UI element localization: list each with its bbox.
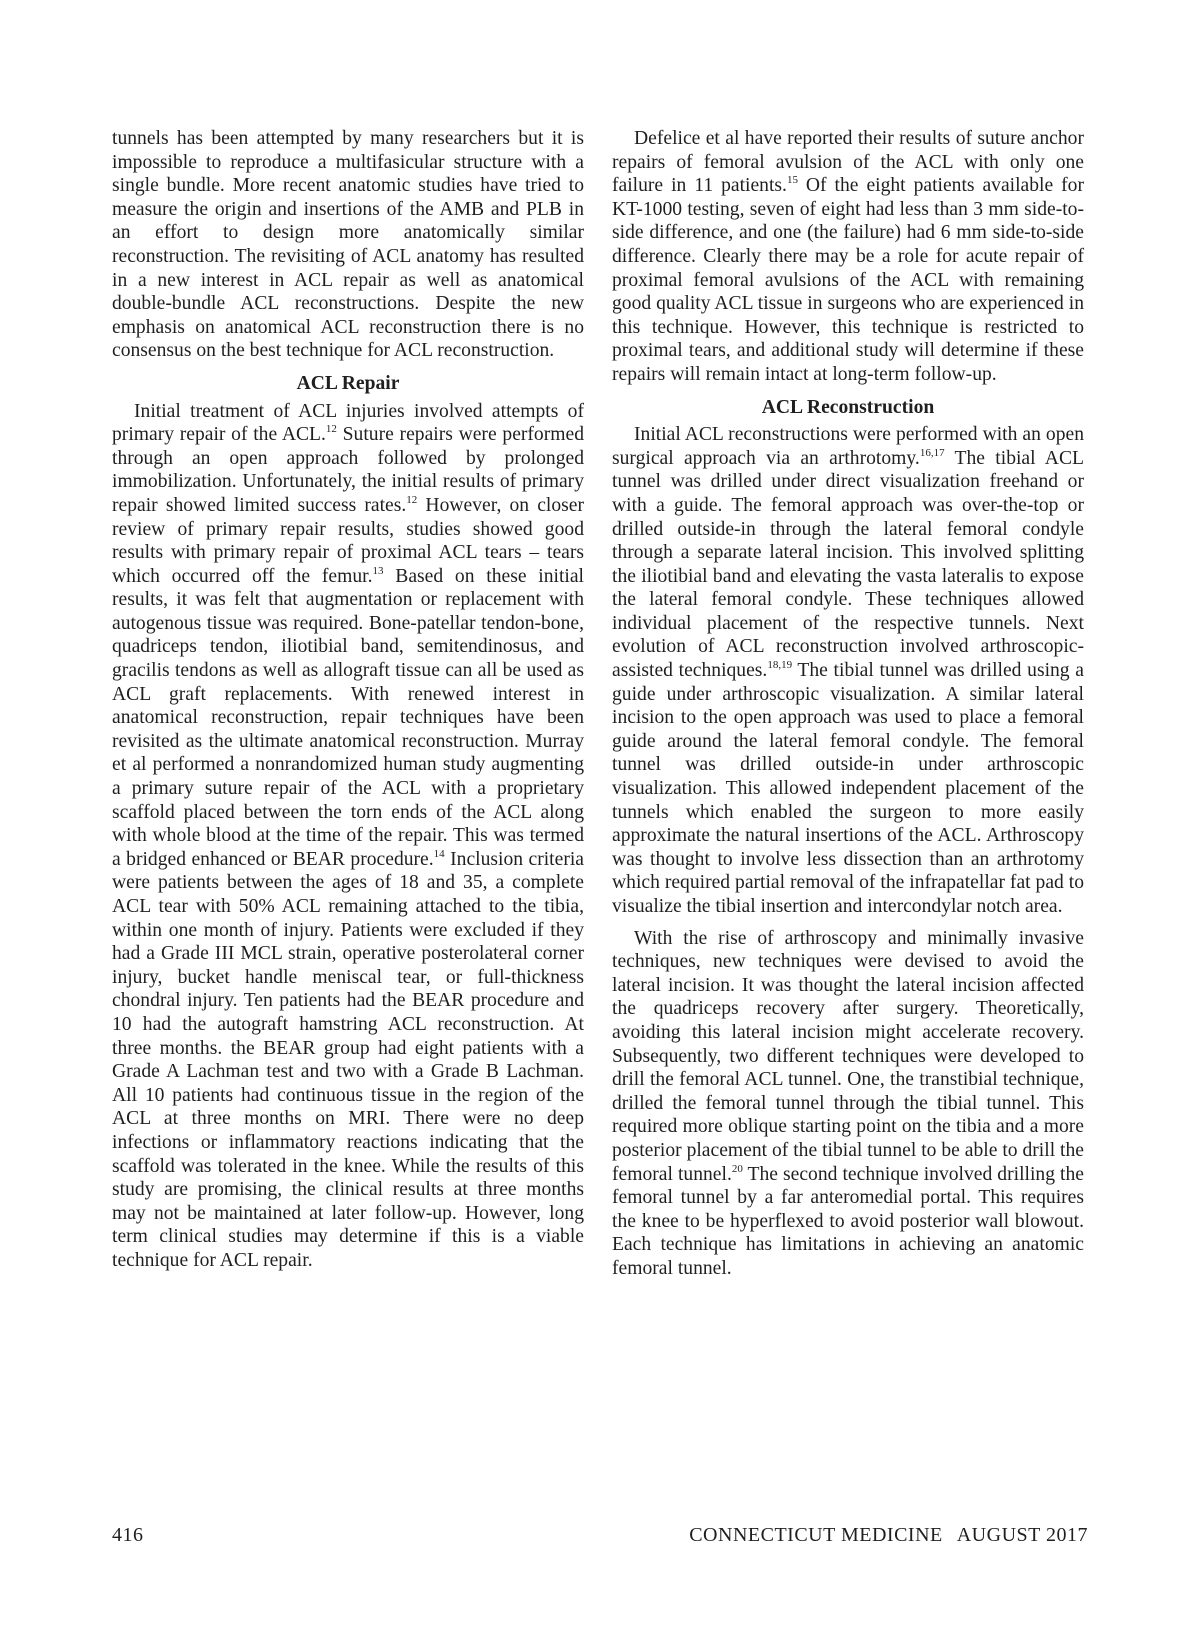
paragraph [612,927,1084,1281]
paragraph: tunnels has been attempted by many researchers but it is impossible to reproduce a multifasicular structure with a single bundle. More recent anatomic studies have tried to measure the origin and insertions of the AMB and PLB in an effort to design more anatomically similar reconstruction. The revisiting of ACL anatomy has resulted in a new interest in ACL repair as well as anatomical double-bundle ACL reconstructions. Despite the new emphasis on anatomical ACL reconstruction there is no consensus on the best technique for ACL reconstruction. [112,128,584,362]
citation-ref: 12 [325,423,337,436]
text-run: Defelice et al have reported their results of suture anchor repairs of femoral avulsion of the ACL with only one failure in 11 patients. [612,128,1084,197]
right-column [612,127,1084,1281]
paragraph [612,423,1084,918]
text-run: Of the eight patients available for KT-1000 testing, seven of eight had less than 3 mm side-to-side difference, and one (the failure) had 6 mm side-to-side difference. Clearly there may be a role for acute repair of proximal femoral avulsions of the ACL with remaining good quality ACL tissue in surgeons who are experienced in this technique. However, this technique is restricted to proximal tears, and additional study will determine if these repairs will remain intact at long-term follow-up. [612,175,1084,385]
text-run: Initial ACL reconstructions were performed with an open surgical approach via an arthrotomy. [612,424,1084,469]
citation-ref: 13 [372,564,384,577]
section-heading-acl-reconstruction: ACL Reconstruction [761,396,935,418]
citation-ref: 14 [433,847,445,860]
citation-ref: 18,19 [767,659,793,672]
citation-ref: 16,17 [919,446,945,459]
issue-date: AUGUST 2017 [956,1524,1088,1546]
journal-name: CONNECTICUT MEDICINE [689,1524,943,1546]
text-run: Inclusion criteria were patients between the ages of 18 and 35, a complete ACL tear with 50% ACL remaining attached to the tibia, within one month of injury. Patients were excluded if they had a Grade III MCL strain, operative posterolateral corner injury, bucket handle meniscal tear, or full-thickness chondral injury. Ten patients had the BEAR procedure and 10 had the autograft hamstring ACL reconstruction. At three months. the BEAR group had eight patients with a Grade A Lachman test and two with a Grade B Lachman. All 10 patients had continuous tissue in the region of the ACL at three months on MRI. There were no deep infections or inflammatory reactions indicating that the scaffold was tolerated in the knee. While the results of this study are promising, the clinical results at three months may not be maintained at later follow-up. However, long term clinical studies may determine if this is a viable technique for ACL repair. [112,848,584,1271]
paragraph [112,400,584,1273]
citation-ref: 15 [786,174,798,187]
text-run: Suture repairs were performed through an open approach followed by prolonged immobilization. Unfortunately, the initial results of primary repair showed limited success rates. [112,424,584,516]
text-run: Based on these initial results, it was felt that augmentation or replacement with autogenous tissue was required. Bone-patellar tendon-bone, quadriceps tendon, iliotibial band, semitendinosus, and gracilis tendons as well as allograft tissue can all be used as ACL graft replacements. With renewed interest in anatomical reconstruction, repair techniques have been revisited as the ultimate anatomical reconstruction. Murray et al performed a nonrandomized human study augmenting a primary suture repair of the ACL with a proprietary scaffold placed between the torn ends of the ACL along with whole blood at the time of the repair. This was termed a bridged enhanced or BEAR procedure. [112,565,584,870]
section-heading-acl-repair: ACL Repair [296,372,400,394]
page-number: 416 [112,1524,144,1546]
text-run: However, on closer review of primary repair results, studies showed good results with primary repair of proximal ACL tears – tears which occurred off the femur. [112,494,585,587]
text-run: Initial treatment of ACL injuries involved attempts of primary repair of the ACL. [112,400,584,446]
left-column [112,127,584,1273]
text-run: The tibial ACL tunnel was drilled under direct visualization freehand or with a guide. The femoral approach was over-the-top or drilled outside-in through the lateral femoral condyle through a separate lateral incision. This involved splitting the iliotibial band and elevating the vasta lateralis to expose the lateral femoral condyle. These techniques allowed individual placement of the respective tunnels. Next evolution of ACL reconstruction involved arthroscopic-assisted techniques. [612,447,1084,682]
text-run: The second technique involved drilling the femoral tunnel by a far anteromedial portal. This requires the knee to be hyperflexed to avoid posterior wall blowout. Each technique has limitations in achieving an anatomic femoral tunnel. [612,1163,1084,1279]
text-run: The tibial tunnel was drilled using a guide under arthroscopic visualization. A similar lateral incision to the open approach was used to place a femoral guide around the lateral femoral condyle. The femoral tunnel was drilled outside-in under arthroscopic visualization. This allowed independent placement of the tunnels which enabled the surgeon to more easily approximate the natural insertions of the ACL. Arthroscopy was thought to involve less dissection than an arthrotomy which required partial removal of the infrapatellar fat pad to visualize the tibial insertion and intercondylar notch area. [612,660,1084,917]
citation-ref: 12 [406,493,418,506]
text-run: With the rise of arthroscopy and minimally invasive techniques, new techniques were devised to avoid the lateral incision. It was thought the lateral incision affected the quadriceps recovery after surgery. Theoretically, avoiding this lateral incision might accelerate recovery. Subsequently, two different techniques were developed to drill the femoral ACL tunnel. One, the transtibial technique, drilled the femoral tunnel through the tibial tunnel. This required more oblique starting point on the tibia and a more posterior placement of the tibial tunnel to be able to drill the femoral tunnel. [612,927,1084,1185]
citation-ref: 20 [731,1162,743,1175]
paragraph [612,127,1084,387]
running-footer [689,1523,1088,1547]
